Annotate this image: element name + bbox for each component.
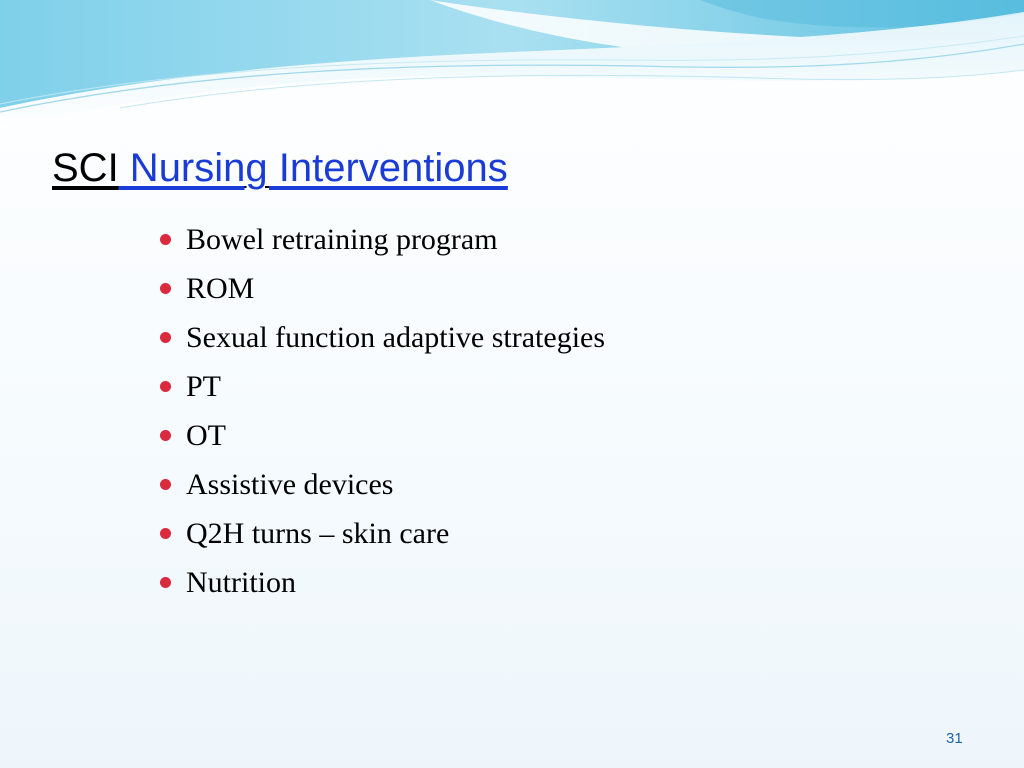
bullet-dot-icon	[160, 479, 171, 490]
list-item	[160, 561, 605, 610]
title-main: Nursing Interventions	[118, 146, 508, 190]
list-item-text: Q2H turns – skin care	[186, 517, 450, 550]
bullet-dot-icon	[160, 381, 171, 392]
header-wave-decoration	[0, 0, 1024, 130]
list-item-text: OT	[186, 419, 226, 452]
bullet-dot-icon	[160, 430, 171, 441]
list-item	[160, 267, 605, 316]
list-item	[160, 365, 605, 414]
bullet-dot-icon	[160, 332, 171, 343]
list-item	[160, 316, 605, 365]
list-item-text: Sexual function adaptive strategies	[186, 321, 606, 354]
list-item	[160, 512, 605, 561]
list-item-text: Bowel retraining program	[186, 223, 498, 256]
list-item-text: Assistive devices	[186, 468, 394, 501]
list-item-text: ROM	[186, 272, 255, 305]
bullet-dot-icon	[160, 283, 171, 294]
title-prefix: SCI	[52, 146, 119, 190]
list-item	[160, 218, 605, 267]
bullet-dot-icon	[160, 234, 171, 245]
list-item	[160, 463, 605, 512]
bullet-dot-icon	[160, 528, 171, 539]
page-number: 31	[946, 730, 963, 747]
bullet-list	[160, 218, 605, 610]
list-item-text: Nutrition	[186, 566, 296, 599]
bullet-dot-icon	[160, 577, 171, 588]
slide-title	[52, 140, 508, 196]
list-item-text: PT	[186, 370, 222, 403]
list-item	[160, 414, 605, 463]
